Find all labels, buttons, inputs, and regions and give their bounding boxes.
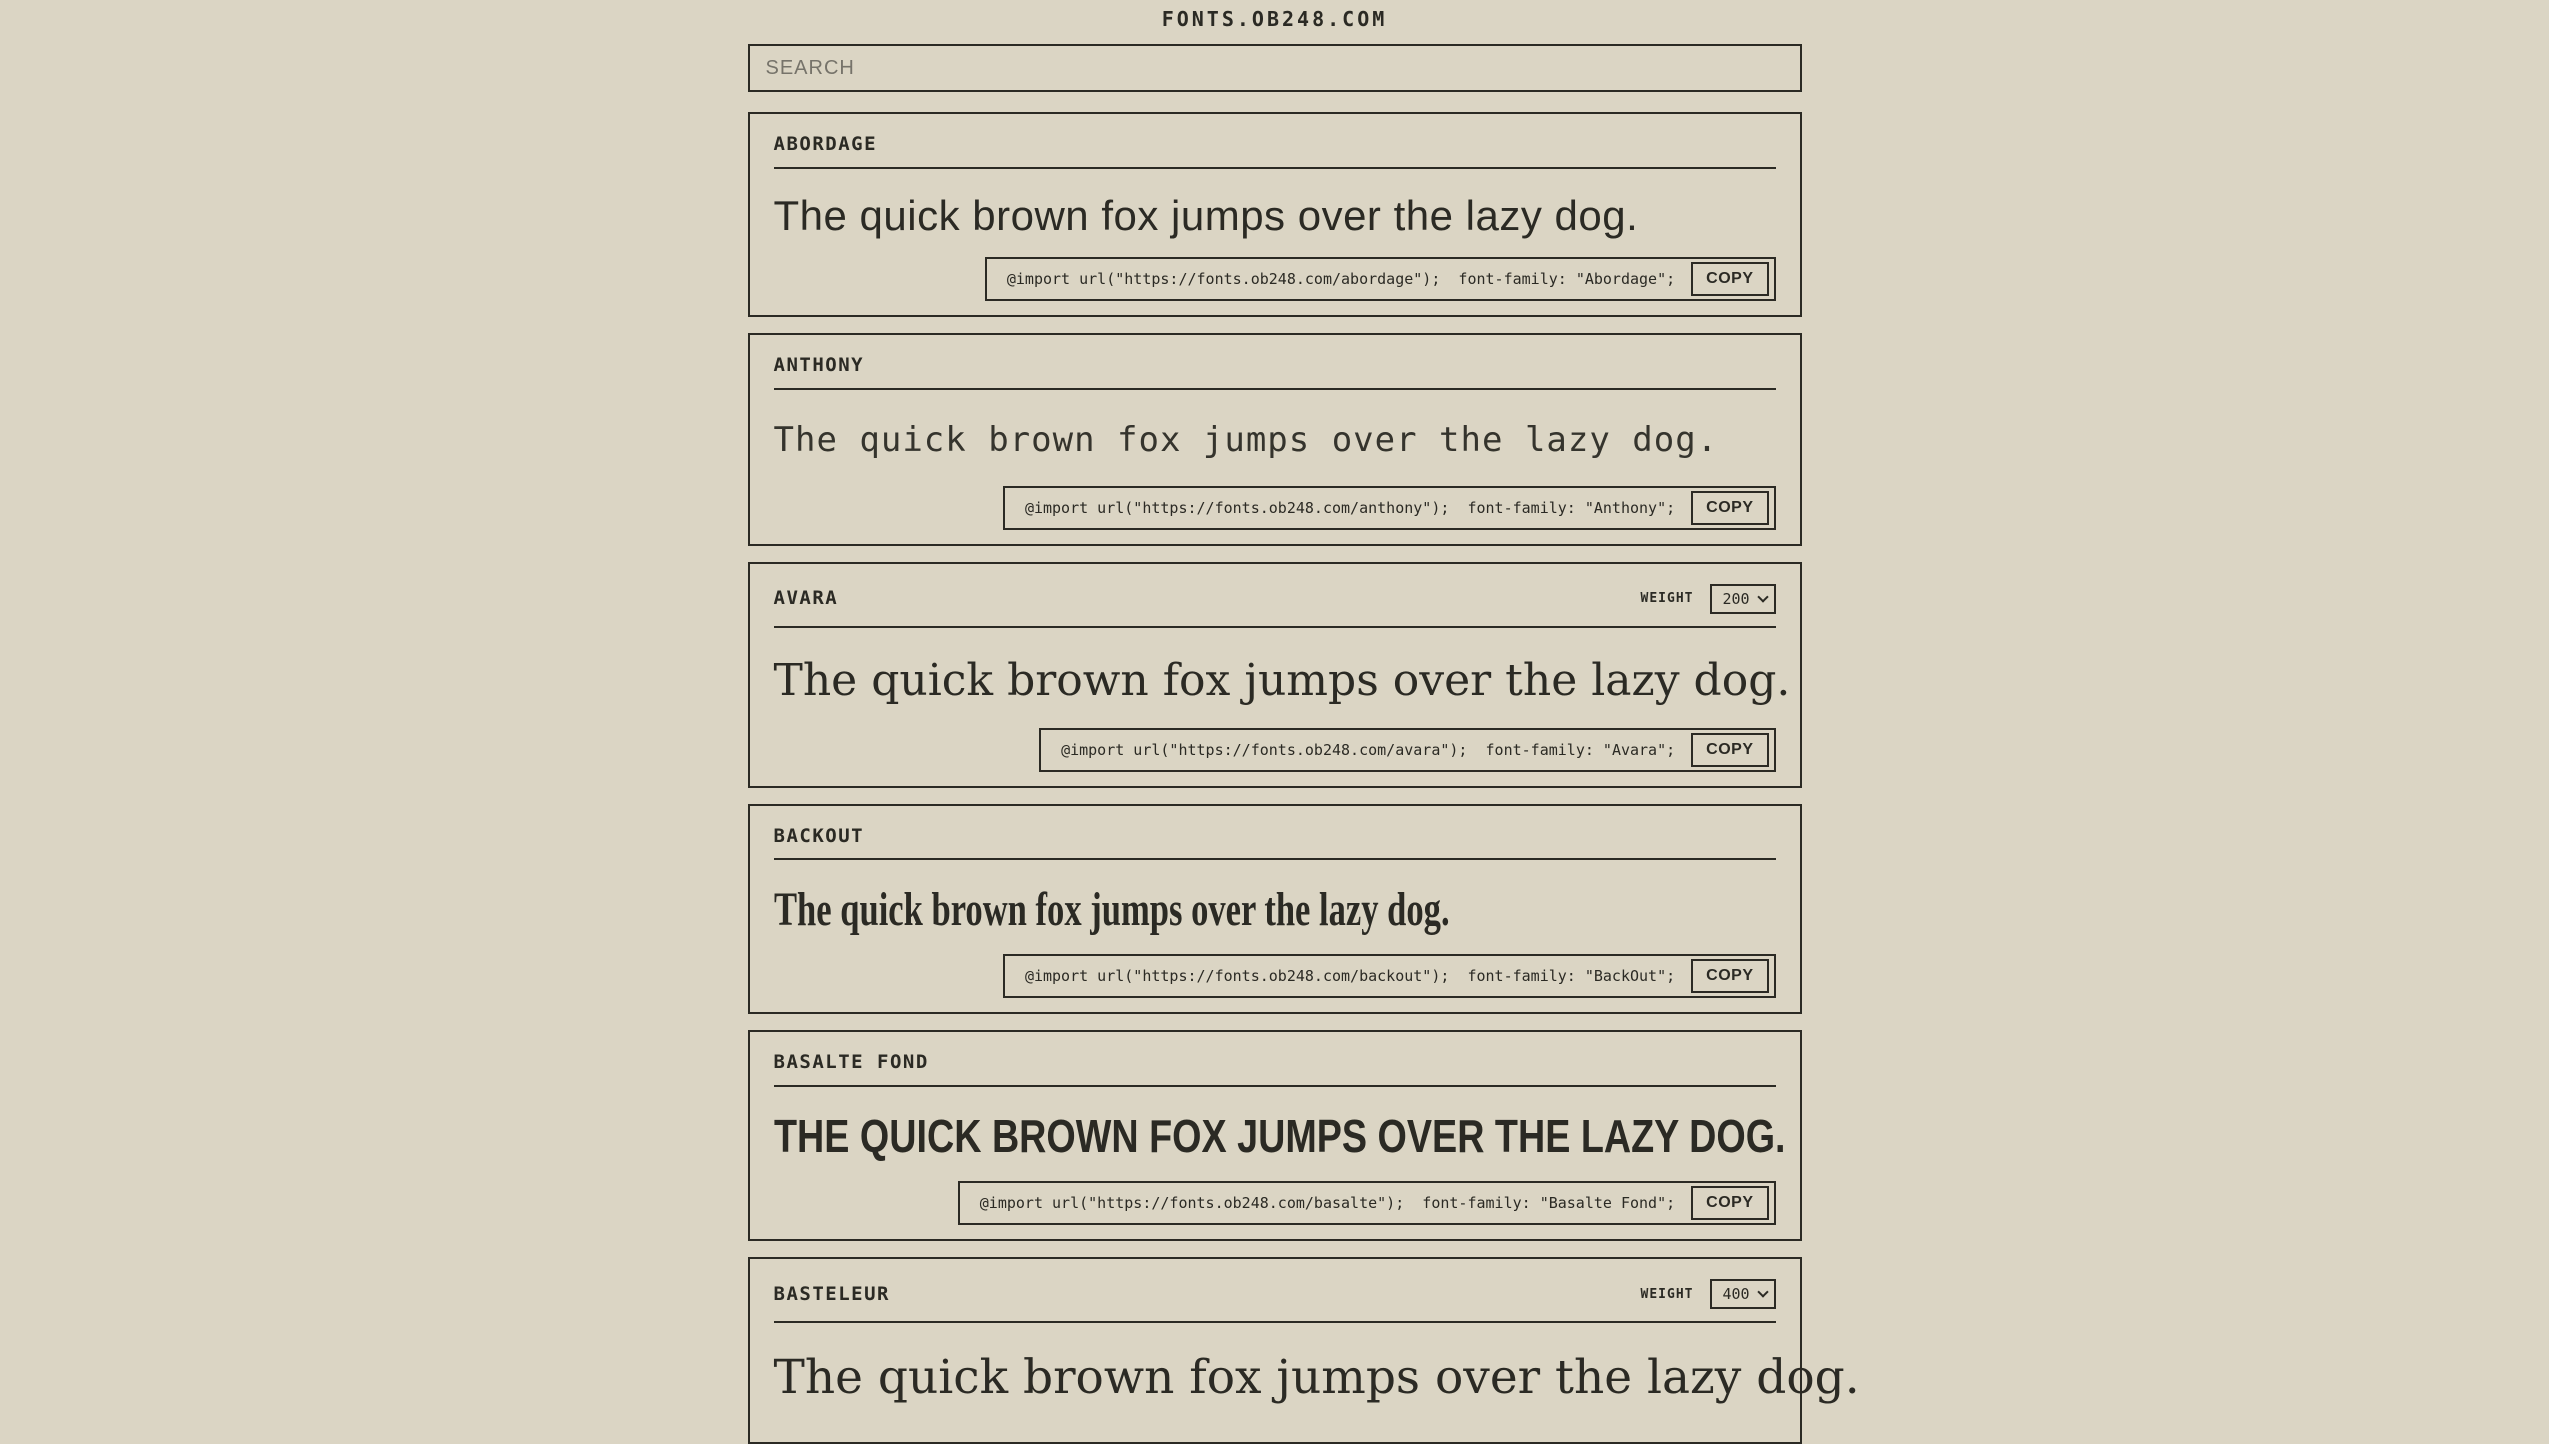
copy-button[interactable]: COPY [1691,733,1768,767]
card-header [774,1052,1776,1073]
font-name: ANTHONY [773,354,865,377]
import-code: @import url("https://fonts.ob248.com/abordage"); font-family: "Abordage"; [1006,270,1676,289]
import-snippet-box [985,257,1776,301]
import-code: @import url("https://fonts.ob248.com/avara"); font-family: "Avara"; [1061,740,1676,759]
font-sample: The quick brown fox jumps over the lazy dog. [773,883,1450,937]
card-header [774,355,1776,376]
import-code: @import url("https://fonts.ob248.com/backout"); font-family: "BackOut"; [1024,967,1676,986]
font-sample: The quick brown fox jumps over the lazy dog. [773,654,1791,706]
divider [774,858,1776,860]
font-sample: The quick brown fox jumps over the lazy dog. [773,1350,1860,1406]
copy-button[interactable]: COPY [1691,262,1768,296]
import-row [774,728,1776,772]
import-row [774,486,1776,530]
import-row [774,954,1776,998]
font-card-basteleur [748,1257,1860,1444]
font-sample: The quick brown fox jumps over the lazy dog. [773,191,1639,239]
font-card-anthony [748,333,1802,545]
weight-label: WEIGHT [1640,591,1694,607]
font-name: BASTELEUR [773,1282,890,1305]
copy-button[interactable]: COPY [1691,491,1768,525]
import-snippet-box [958,1181,1776,1225]
divider [774,1085,1776,1087]
weight-control [1641,584,1776,614]
card-header [774,134,1776,155]
import-code: @import url("https://fonts.ob248.com/anthony"); font-family: "Anthony"; [1024,498,1676,517]
import-code: @import url("https://fonts.ob248.com/basalte"); font-family: "Basalte Fond"; [979,1194,1676,1213]
weight-select[interactable] [1710,1279,1776,1309]
font-card-avara [748,562,1802,788]
font-name: AVARA [773,587,839,610]
font-sample: THE QUICK BROWN FOX JUMPS OVER THE LAZY DOG. [773,1110,1786,1163]
divider [774,388,1776,390]
import-snippet-box [1003,486,1776,530]
card-header [774,1279,1776,1309]
divider [774,626,1776,628]
copy-button[interactable]: COPY [1691,1186,1768,1220]
page-header [0,0,2549,29]
import-row [774,1181,1776,1225]
import-row [774,257,1776,301]
font-name: ABORDAGE [773,133,878,155]
font-card-abordage [748,112,1802,317]
copy-button[interactable]: COPY [1691,959,1768,993]
font-name: BASALTE FOND [773,1051,929,1074]
weight-control [1641,1279,1776,1309]
card-header [774,826,1776,847]
divider [774,1321,1776,1323]
import-snippet-box [1003,954,1776,998]
weight-select-wrap [1710,584,1776,614]
divider [774,167,1776,169]
page-title: FONTS.OB248.COM [1161,7,1388,31]
card-header [774,584,1776,614]
font-sample: The quick brown fox jumps over the lazy dog. [773,420,1719,461]
weight-select-wrap [1710,1279,1776,1309]
font-card-backout [748,804,1802,1015]
import-snippet-box [1039,728,1775,772]
content-column [748,44,1860,1444]
font-name: BACKOUT [773,824,865,847]
weight-select[interactable] [1710,584,1776,614]
search-input[interactable] [748,44,1802,92]
weight-label: WEIGHT [1640,1286,1694,1302]
font-card-basalte-fond [748,1030,1802,1241]
